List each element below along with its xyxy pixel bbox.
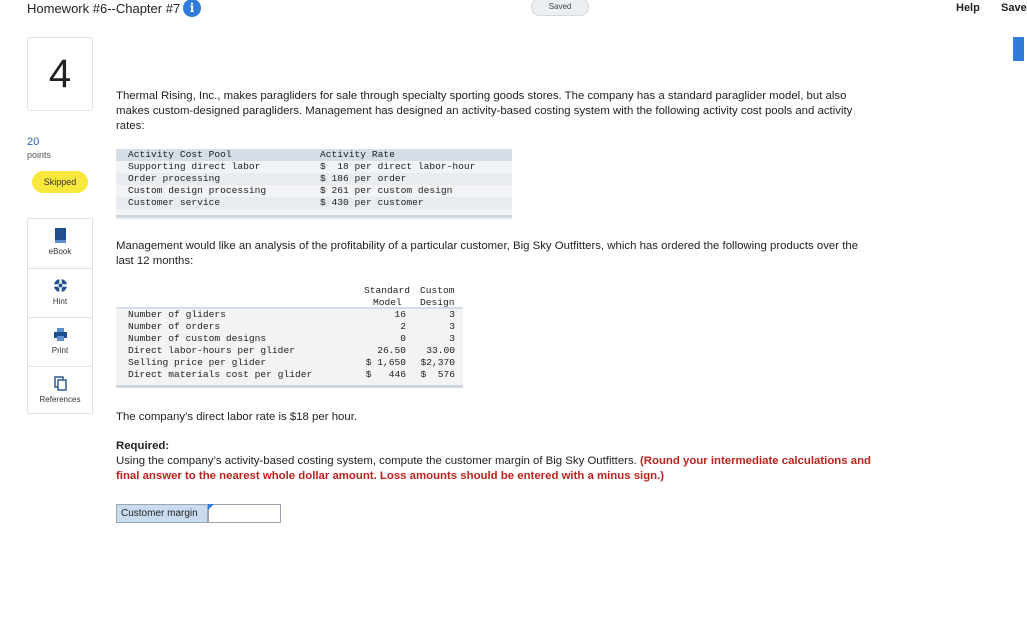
table-cell: 3 [449,333,455,344]
column-header: Activity Cost Pool [128,149,232,160]
side-panel-tab[interactable] [1013,37,1024,61]
table-cell: $ 430 per customer [320,197,424,208]
skipped-badge: Skipped [32,171,88,193]
lifebuoy-icon [53,278,68,293]
input-flag-icon [208,504,214,510]
column-header: Model [373,297,402,308]
labor-rate-text: The company’s direct labor rate is $18 per hour. [116,411,358,423]
customer-products-table [116,283,463,391]
table-row-label: Selling price per glider [128,357,267,368]
save-link[interactable]: Save [1001,2,1027,14]
required-heading: Required: [116,440,170,452]
book-icon [53,228,68,243]
column-header: Standard [364,285,411,296]
table-cell: 3 [449,321,455,332]
print-button[interactable] [28,317,92,366]
table-cell: 26.50 [377,345,406,356]
print-label: Print [51,346,69,355]
ebook-button[interactable] [28,219,92,268]
table-cell: Custom design processing [128,185,267,196]
table-cell: 33.00 [426,345,455,356]
table-cell: Supporting direct labor [128,161,261,172]
ebook-label: eBook [48,247,72,256]
table-cell: $2,370 [420,357,455,368]
info-icon[interactable]: i [183,0,201,17]
assignment-title: Homework #6--Chapter #7 [27,1,181,16]
table-row-label: Number of gliders [128,309,226,320]
customer-margin-label: Customer margin [116,504,208,523]
table-cell: 0 [400,333,406,344]
table-bottom-border [116,385,463,388]
table-bottom-border [116,215,512,218]
rounding-note: (Round your intermediate calculations and final answer to the nearest whole dollar amount. Loss amounts should be entered with a minus sign.) [116,455,871,482]
table-cell: $ 186 per order [320,173,407,184]
documents-icon [53,376,68,391]
references-button[interactable] [28,366,92,415]
analysis-text: Management would like an analysis of the profitability of a particular customer, Big Sky Outfitters, which has ordered the following products over the last 12 months: [116,240,859,267]
question-number: 4 [27,37,93,111]
required-text: Using the company’s activity-based costing system, compute the customer margin of Big Sky Outfitters. [116,455,637,467]
table-cell: 3 [449,309,455,320]
top-bar [0,0,1027,18]
help-link[interactable]: Help [956,2,980,14]
table-cell: Customer service [128,197,221,208]
points-value: 20 [27,136,40,148]
table-row-label: Direct labor-hours per glider [128,345,295,356]
problem-intro: Thermal Rising, Inc., makes paragliders for sale through specialty sporting goods stores. The company has a standard paraglider model, but also makes custom-designed paragliders. Management has designed an activity-based costing system with the following activity cost pools and activity rates: [116,90,853,132]
column-header: Custom [420,285,455,296]
table-cell: $ 1,650 [365,357,406,368]
table-cell: $ 446 [365,369,406,380]
saved-status-badge: Saved [531,0,589,16]
customer-margin-input[interactable] [208,504,281,523]
points-label: points [27,150,52,160]
column-header: Activity Rate [320,149,395,160]
hint-label: Hint [52,297,68,306]
required-instructions [116,454,876,484]
table-cell: Order processing [128,173,221,184]
table-cell: $ 576 [420,369,455,380]
table-cell: 16 [394,309,406,320]
tools-panel [27,218,93,414]
hint-button[interactable] [28,268,92,317]
table-row-label: Number of orders [128,321,221,332]
table-row-label: Direct materials cost per glider [128,369,313,380]
printer-icon [53,327,68,342]
activity-rates-table [116,149,512,220]
table-cell: $ 261 per custom design [320,185,453,196]
table-row-label: Number of custom designs [128,333,267,344]
column-header: Design [420,297,455,308]
table-cell: 2 [400,321,406,332]
references-label: References [39,395,81,404]
table-cell: $ 18 per direct labor-hour [320,161,476,172]
